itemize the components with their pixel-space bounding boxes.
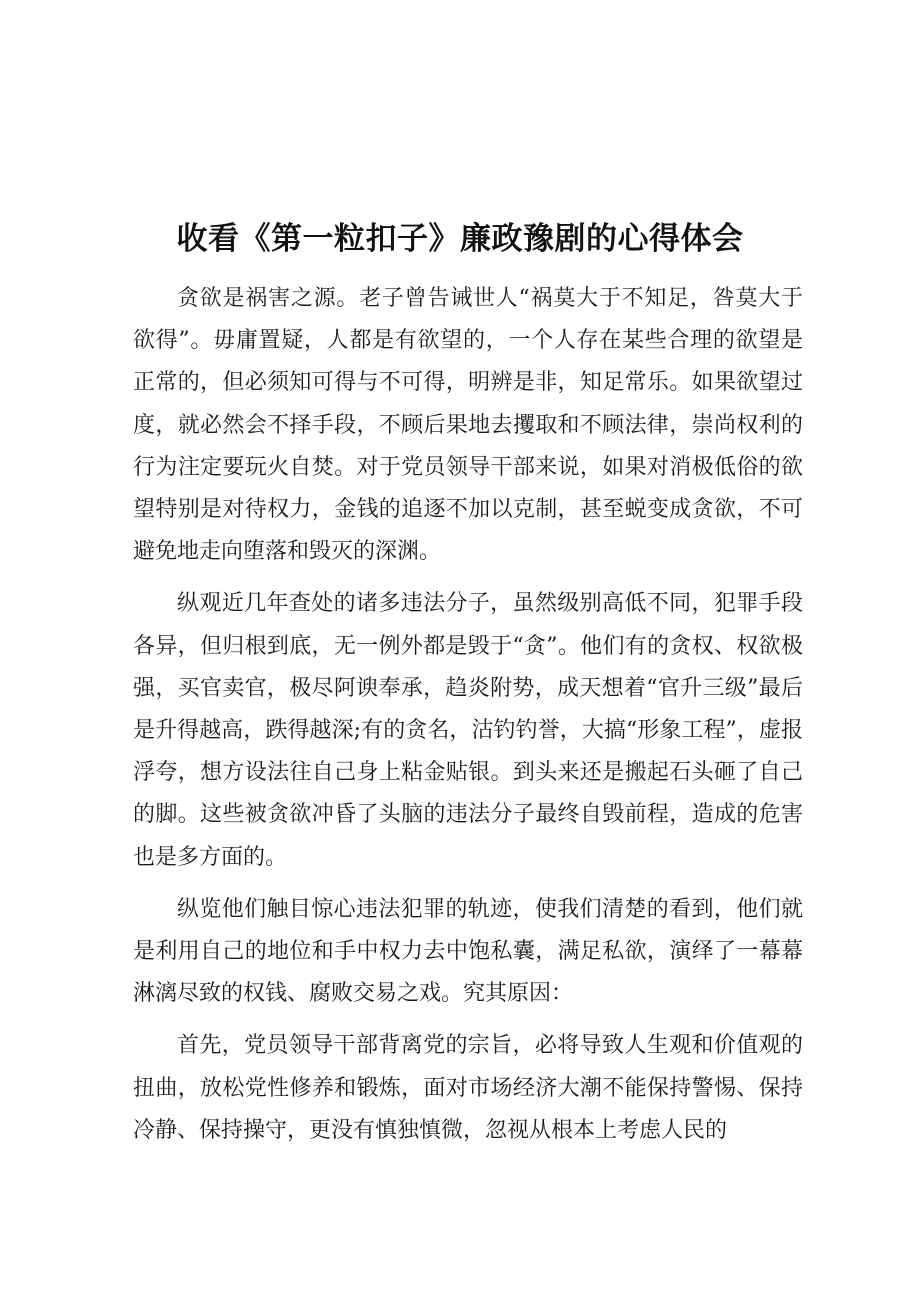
document-body: [133, 278, 803, 1162]
paragraph-4: 首先，党员领导干部背离党的宗旨，必将导致人生观和价值观的扭曲，放松党性修养和锻炼，面对市场经济大潮不能保持警惕、保持冷静、保持操守，更没有慎独慎微，忽视从根本上考虑人民的: [133, 1033, 803, 1143]
paragraph-1: 贪欲是祸害之源。老子曾告诫世人“祸莫大于不知足，咎莫大于欲得”。毋庸置疑，人都是有欲望的，一个人存在某些合理的欲望是正常的，但必须知可得与不可得，明辨是非，知足常乐。如果欲望过度，就必然会不择手段，不顾后果地去攫取和不顾法律，崇尚权利的行为注定要玩火自焚。对于党员领导干部来说，如果对消极低俗的欲望特别是对待权力，金钱的追逐不加以克制，甚至蜕变成贪欲，不可避免地走向堕落和毁灭的深渊。: [133, 286, 803, 565]
document-title: 收看《第一粒扣子》廉政豫剧的心得体会: [176, 221, 744, 257]
paragraph-3: 纵览他们触目惊心违法犯罪的轨迹，使我们清楚的看到，他们就是利用自己的地位和手中权力去中饱私囊，满足私欲，演绎了一幕幕淋漓尽致的权钱、腐败交易之戏。究其原因：: [133, 896, 803, 1007]
paragraph-2: 纵观近几年查处的诸多违法分子，虽然级别高低不同，犯罪手段各异，但归根到底，无一例外都是毁于“贪”。他们有的贪权、权欲极强，买官卖官，极尽阿谀奉承，趋炎附势，成天想着“官升三级”最后是升得越高，跌得越深;有的贪名，沽钓钓誉，大搞“形象工程”，虚报浮夸，想方设法往自己身上粘金贴银。到头来还是搬起石头砸了自己的脚。这些被贪欲冲昏了头脑的违法分子最终自毁前程，造成的危害也是多方面的。: [133, 591, 803, 870]
